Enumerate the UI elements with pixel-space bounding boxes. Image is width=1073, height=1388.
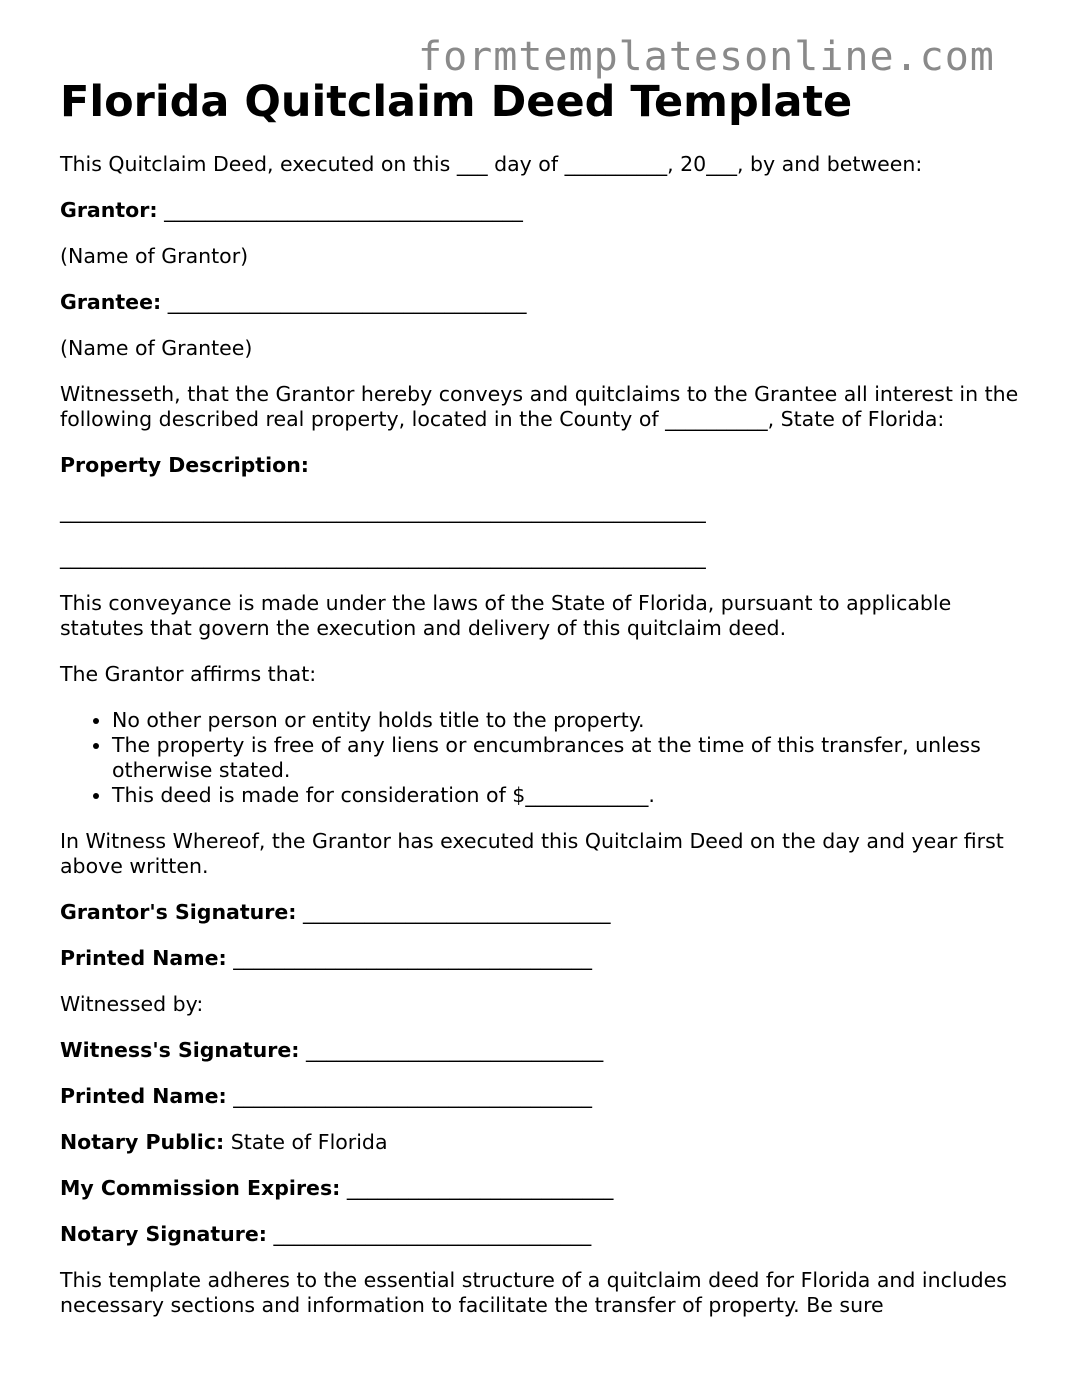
grantor-signature-blank[interactable]: ______________________________ bbox=[303, 900, 611, 924]
property-line-2[interactable]: _______________________________________________________________ bbox=[60, 545, 706, 569]
property-line-1[interactable]: _______________________________________________________________ bbox=[60, 499, 706, 523]
grantor-field bbox=[60, 198, 1020, 223]
grantee-note: (Name of Grantee) bbox=[60, 336, 253, 360]
witnesseth-paragraph: Witnesseth, that the Grantor hereby conveys and quitclaims to the Grantee all interest in the following described real property, located in the County of __________, State of Florida: bbox=[60, 382, 1019, 431]
witness-whereof-paragraph: In Witness Whereof, the Grantor has executed this Quitclaim Deed on the day and year first above written. bbox=[60, 829, 1004, 878]
commission-expires-blank[interactable]: __________________________ bbox=[346, 1176, 614, 1200]
closing-paragraph: This template adheres to the essential structure of a quitclaim deed for Florida and includes necessary sections and information to facilitate the transfer of property. Be sure bbox=[60, 1268, 1007, 1317]
grantee-field bbox=[60, 290, 1020, 315]
notary-public-label: Notary Public: bbox=[60, 1130, 225, 1154]
grantor-note: (Name of Grantor) bbox=[60, 244, 249, 268]
document-title: Florida Quitclaim Deed Template bbox=[60, 77, 853, 127]
witness-printed-name-blank[interactable]: ___________________________________ bbox=[233, 1084, 593, 1108]
commission-expires-field bbox=[60, 1176, 1020, 1201]
grantor-printed-name-blank[interactable]: ___________________________________ bbox=[233, 946, 593, 970]
grantee-label: Grantee: bbox=[60, 290, 162, 314]
affirmations-list bbox=[60, 708, 1020, 808]
witness-signature-blank[interactable]: _____________________________ bbox=[306, 1038, 604, 1062]
witness-signature-field bbox=[60, 1038, 1020, 1063]
conveyance-paragraph: This conveyance is made under the laws of the State of Florida, pursuant to applicable statutes that govern the execution and delivery of this quitclaim deed. bbox=[60, 591, 952, 640]
list-item: • No other person or entity holds title to the property. bbox=[112, 708, 1020, 733]
affirms-intro: The Grantor affirms that: bbox=[60, 662, 317, 686]
grantor-printed-name-field bbox=[60, 946, 1020, 971]
watermark-text: formtemplatesonline.com bbox=[418, 34, 995, 80]
list-item: • This deed is made for consideration of $____________. bbox=[112, 783, 1020, 808]
notary-signature-field bbox=[60, 1222, 1020, 1247]
commission-expires-label: My Commission Expires: bbox=[60, 1176, 341, 1200]
notary-signature-label: Notary Signature: bbox=[60, 1222, 267, 1246]
property-description-label bbox=[60, 453, 1020, 478]
grantor-printed-name-label: Printed Name: bbox=[60, 946, 227, 970]
document-body bbox=[60, 152, 1020, 1339]
grantee-blank[interactable]: ___________________________________ bbox=[167, 290, 527, 314]
notary-public-field bbox=[60, 1130, 1020, 1155]
grantor-label: Grantor: bbox=[60, 198, 158, 222]
grantor-blank[interactable]: ___________________________________ bbox=[164, 198, 523, 222]
witness-printed-name-label: Printed Name: bbox=[60, 1084, 227, 1108]
witness-printed-name-field bbox=[60, 1084, 1020, 1109]
notary-signature-blank[interactable]: _______________________________ bbox=[273, 1222, 592, 1246]
grantor-signature-label: Grantor's Signature: bbox=[60, 900, 297, 924]
witness-signature-label: Witness's Signature: bbox=[60, 1038, 300, 1062]
intro-paragraph: This Quitclaim Deed, executed on this ___ day of __________, 20___, by and between: bbox=[60, 152, 923, 176]
witnessed-by: Witnessed by: bbox=[60, 992, 204, 1016]
list-item: • The property is free of any liens or encumbrances at the time of this transfer, unless otherwise stated. bbox=[112, 733, 1020, 783]
grantor-signature-field bbox=[60, 900, 1020, 925]
property-label-text: Property Description: bbox=[60, 453, 309, 477]
notary-public-value: State of Florida bbox=[230, 1130, 388, 1154]
property-description-lines bbox=[60, 499, 1020, 570]
